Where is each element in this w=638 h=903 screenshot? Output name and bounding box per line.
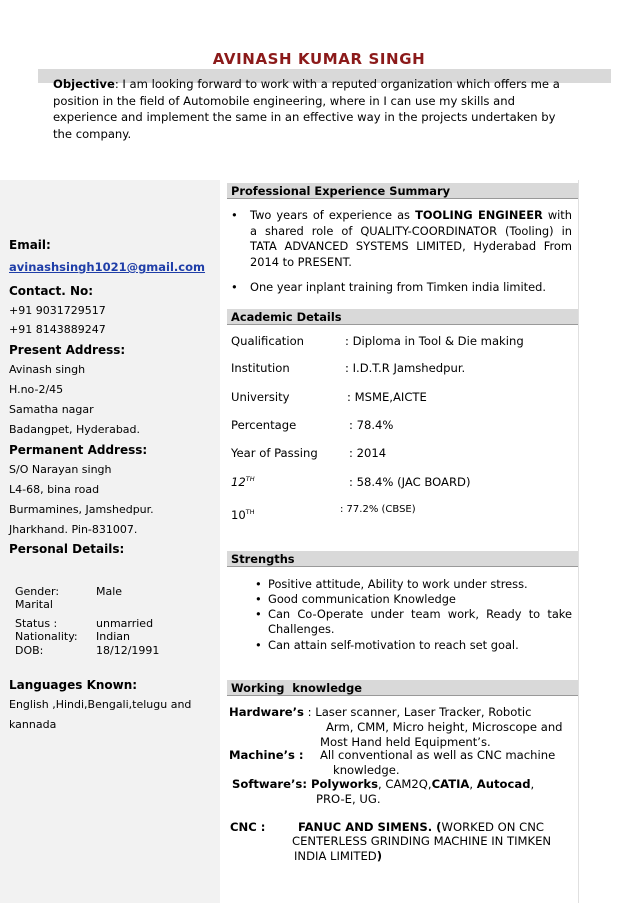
present-line: Badangpet, Hyderabad.: [9, 423, 141, 436]
present-line: Samatha nagar: [9, 403, 94, 416]
contact-label: Contact. No:: [9, 284, 94, 298]
software-item: Polyworks: [306, 777, 379, 791]
languages-label: Languages Known:: [9, 678, 138, 692]
academic-grade: 10: [231, 508, 246, 522]
strength-item: Positive attitude, Ability to work under stress.: [268, 577, 528, 591]
gender-label: Gender:: [15, 585, 60, 598]
academic-value: : 77.2% (CBSE): [340, 504, 416, 515]
hardware-line-3: Most Hand held Equipment’s.: [320, 735, 491, 749]
academic-sup: TH: [245, 475, 255, 484]
bullet: •: [255, 638, 262, 652]
email-label: Email:: [9, 238, 51, 252]
experience-text: Two years of experience as: [250, 208, 416, 222]
cnc-label: CNC :: [230, 820, 266, 834]
experience-text: with a shared role of QUALITY-COORDINATOR (Tooling) in TATA ADVANCED SYSTEMS LIMITED, Hyderabad From 2014 to PRESENT.: [250, 208, 572, 269]
strength-item: Good communication Knowledge: [268, 592, 456, 606]
dob-label: DOB:: [15, 644, 44, 657]
experience-item-1: [250, 208, 572, 270]
experience-role: TOOLING ENGINEER: [415, 208, 543, 222]
cnc-paren: ): [376, 849, 383, 863]
permanent-address-label: Permanent Address:: [9, 443, 148, 457]
cnc-text: WORKED ON CNC: [441, 820, 545, 834]
permanent-line: Jharkhand. Pin-831007.: [9, 523, 138, 536]
personal-details-label: Personal Details:: [9, 542, 125, 556]
email-link[interactable]: avinashsingh1021@gmail.com: [9, 260, 206, 274]
academic-value: : 78.4%: [349, 418, 394, 432]
objective-label: Objective: [53, 77, 115, 91]
permanent-line: Burmamines, Jamshedpur.: [9, 503, 154, 516]
hardware-text: : Laser scanner, Laser Tracker, Robotic: [303, 705, 532, 719]
status-value: unmarried: [96, 617, 154, 630]
software-sep: ,: [530, 777, 535, 791]
academic-label-10th: [231, 508, 255, 522]
dob-value: 18/12/1991: [96, 644, 160, 657]
present-address-label: Present Address:: [9, 343, 126, 357]
marital-label: Marital: [15, 598, 53, 611]
objective-text: : I am looking forward to work with a reputed organization which offers me a position in the field of Automobile engineering, where in I can use my skills and experience and implement the same in an effective way in the projects undertaken by the company.: [53, 77, 560, 141]
experience-item-2: One year inplant training from Timken india limited.: [250, 280, 546, 294]
academic-grade: 12: [231, 475, 246, 489]
cnc-text: INDIA LIMITED: [294, 849, 377, 863]
academic-label: Institution: [231, 361, 290, 375]
hardware-label: Hardware’s: [229, 705, 304, 719]
academic-value: : I.D.T.R Jamshedpur.: [345, 361, 466, 375]
strength-item: Can Co-Operate under team work, Ready to take Challenges.: [268, 607, 572, 636]
objective: [53, 76, 573, 142]
academic-value: : 58.4% (JAC BOARD): [349, 475, 471, 489]
machine-line-2: knowledge.: [333, 763, 400, 777]
phone-1: +91 9031729517: [9, 304, 106, 317]
bullet: •: [255, 577, 262, 591]
phone-2: +91 8143889247: [9, 323, 106, 336]
software-sep: ,: [469, 777, 477, 791]
present-line: Avinash singh: [9, 363, 86, 376]
academic-label: Year of Passing: [231, 446, 318, 460]
machine-line-1: All conventional as well as CNC machine: [320, 748, 556, 762]
candidate-name: AVINASH KUMAR SINGH: [212, 50, 426, 68]
hardware-line-2: Arm, CMM, Micro height, Microscope and: [326, 720, 563, 734]
cnc-line-1: [298, 820, 544, 834]
languages-line: English ,Hindi,Bengali,telugu and: [9, 698, 192, 711]
experience-heading: Professional Experience Summary: [227, 183, 578, 199]
machine-label: Machine’s :: [229, 748, 304, 762]
cnc-line-2: CENTERLESS GRINDING MACHINE IN TIMKEN: [292, 834, 552, 848]
academic-value: : MSME,AICTE: [347, 390, 427, 404]
strengths-heading: Strengths: [227, 551, 578, 567]
software-item: Autocad: [476, 777, 531, 791]
hardware-line-1: [229, 705, 532, 719]
software-label: Software’s:: [232, 777, 307, 791]
academic-label-12th: [231, 475, 255, 489]
gender-value: Male: [96, 585, 123, 598]
academic-label: University: [231, 390, 290, 404]
academic-label: Qualification: [231, 334, 305, 348]
software-item: CATIA: [431, 777, 470, 791]
permanent-line: S/O Narayan singh: [9, 463, 112, 476]
bullet: •: [231, 280, 238, 294]
right-border: [578, 180, 579, 903]
software-line-2: PRO-E, UG.: [316, 792, 381, 806]
software-item: , CAM2Q,: [378, 777, 432, 791]
nationality-label: Nationality:: [15, 630, 78, 643]
nationality-value: Indian: [96, 630, 130, 643]
working-heading: Working knowledge: [227, 680, 578, 696]
bullet: •: [255, 592, 262, 606]
present-line: H.no-2/45: [9, 383, 64, 396]
permanent-line: L4-68, bina road: [9, 483, 100, 496]
academic-value: : 2014: [349, 446, 387, 460]
software-line-1: [232, 777, 534, 791]
languages-line: kannada: [9, 718, 57, 731]
bullet: •: [255, 607, 262, 621]
cnc-brand: FANUC AND SIMENS. (: [298, 820, 442, 834]
academic-sup: TH: [245, 508, 255, 517]
status-label: Status :: [15, 617, 58, 630]
academic-heading: Academic Details: [227, 309, 578, 325]
strength-item: Can attain self-motivation to reach set goal.: [268, 638, 519, 652]
bullet: •: [231, 208, 238, 222]
academic-label: Percentage: [231, 418, 297, 432]
academic-value: : Diploma in Tool & Die making: [345, 334, 524, 348]
cnc-line-3: [294, 849, 382, 863]
